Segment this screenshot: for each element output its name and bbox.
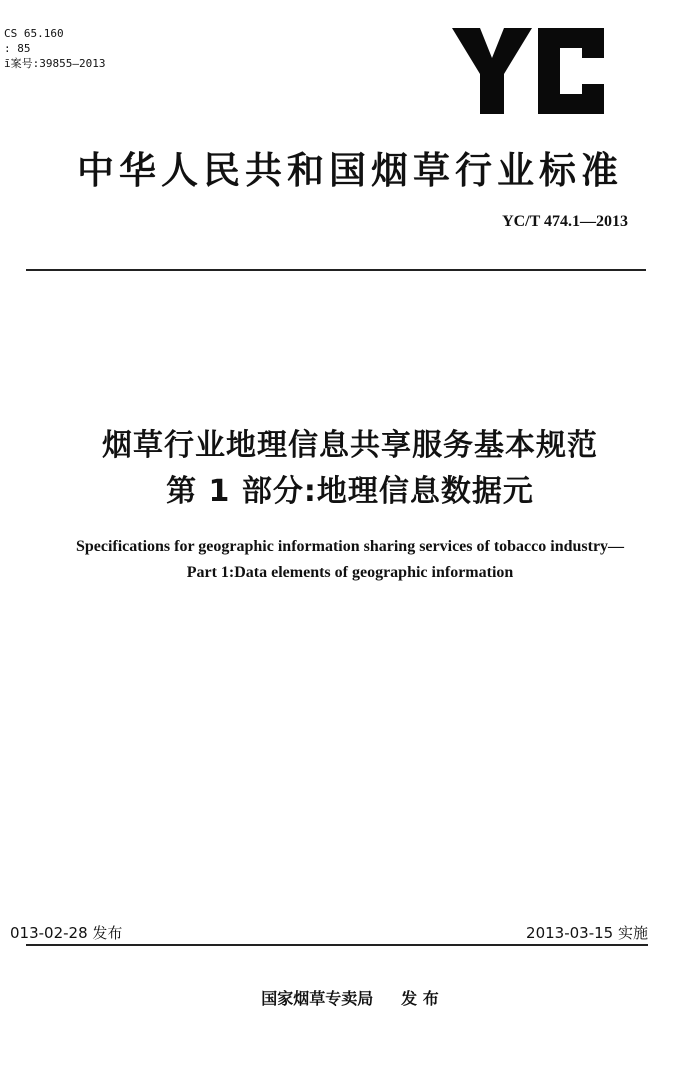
yc-logo xyxy=(452,28,604,114)
en-title-line-1: Specifications for geographic information sharing services of tobacco industry— xyxy=(75,538,625,555)
cn-title-line-1: 烟草行业地理信息共享服务基本规范 xyxy=(102,428,598,463)
ccs-code: : 85 xyxy=(4,42,31,55)
ics-code: CS 65.160 xyxy=(4,27,64,40)
en-title-line-2: Part 1:Data elements of geographic information xyxy=(186,564,514,581)
publisher-name: 国家烟草专卖局 xyxy=(261,989,374,1008)
organization-title: 中华人民共和国烟草行业标准 xyxy=(77,149,623,192)
issue-date: 013-02-28 发布 xyxy=(10,924,123,942)
logo-letter-y xyxy=(452,28,532,114)
cn-title-line-2: 第 1 部分:地理信息数据元 xyxy=(166,474,534,509)
implementation-date: 2013-03-15 实施 xyxy=(526,924,648,942)
top-divider xyxy=(26,269,646,271)
logo-letter-c xyxy=(538,28,604,114)
filing-number: ī案号:39855—2013 xyxy=(4,57,106,70)
publisher-line xyxy=(0,986,700,1009)
classification-codes xyxy=(4,26,105,71)
publish-word: 发 布 xyxy=(401,989,439,1008)
bottom-divider xyxy=(26,944,648,946)
standard-number: YC/T 474.1—2013 xyxy=(502,213,628,230)
